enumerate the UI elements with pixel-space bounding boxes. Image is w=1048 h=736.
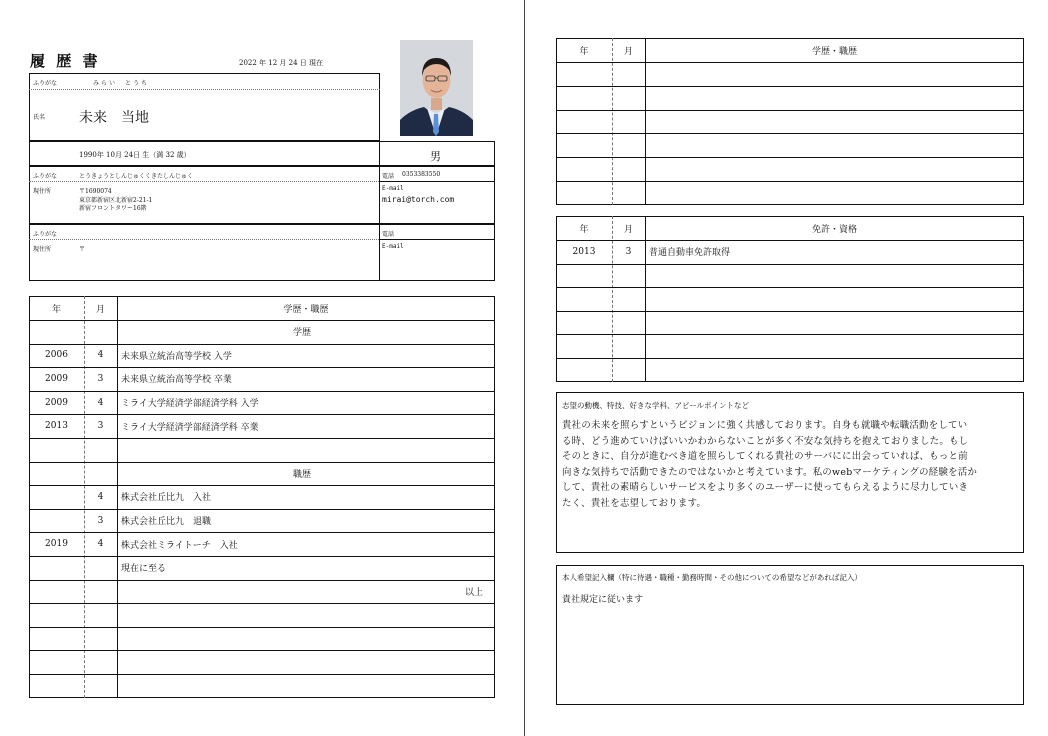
- history-col-year: 年: [51, 304, 61, 315]
- motivation-line: そのときに、自分が進むべき道を照らしてくれる貴社のサーバにに出会っていれば、もっと前: [562, 451, 968, 463]
- row-month: [612, 86, 645, 110]
- birth-date: 1990年 10月 24日 生（満 32 歳）: [79, 151, 191, 159]
- phone2-divider: [379, 239, 495, 240]
- row-text: 未来県立統治高等学校 卒業: [121, 375, 232, 386]
- row-month: 3: [625, 246, 632, 257]
- motivation-line: る時、どう進めていけばいいかわからないことが多く不安な気持ちを抱えておりました。もし: [562, 435, 969, 447]
- row-month: [612, 110, 645, 134]
- history-month-divider: [117, 296, 118, 698]
- row-year: [556, 181, 612, 205]
- licenses-col-year: 年: [579, 224, 589, 235]
- row-year: [556, 157, 612, 181]
- date-line: 2022 年 12 月 24 日 現在: [239, 59, 323, 67]
- licenses-col-content: 免許・資格: [811, 224, 857, 235]
- row-text: ミライ大学経済学部経済学科 入学: [121, 399, 259, 410]
- row-text: [121, 438, 483, 462]
- row-year: 2006: [45, 350, 68, 361]
- row-month: 4: [97, 491, 104, 502]
- history-continued-col-month: 月: [623, 46, 633, 57]
- row-text: [121, 603, 483, 627]
- row-text: 株式会社ミライトーチ 入社: [121, 540, 238, 551]
- address2-furigana-divider: [29, 239, 379, 240]
- row-year: [556, 264, 612, 288]
- address1-furigana-label: ふりがな: [33, 173, 58, 180]
- history-continued-col-content: 学歴・職歴: [811, 46, 857, 57]
- history-continued-col-year: 年: [579, 46, 589, 57]
- row-year: [29, 603, 84, 627]
- row-year: 2013: [45, 421, 68, 432]
- row-month: 4: [97, 397, 104, 408]
- address1-furigana-divider: [29, 181, 379, 182]
- row-month: [84, 438, 117, 462]
- page-divider: [524, 0, 525, 736]
- row-month: [84, 627, 117, 651]
- address1-line2: 新宿フロントタワー16階: [79, 205, 147, 212]
- row-text: [649, 86, 1012, 110]
- row-text: [649, 311, 1012, 335]
- address2-label: 現住所: [33, 246, 52, 253]
- row-year: [556, 62, 612, 86]
- row-text: 株式会社丘比九 退職: [121, 517, 212, 528]
- row-month: [612, 62, 645, 86]
- phone-divider: [379, 181, 495, 182]
- furigana-label: ふりがな: [33, 80, 58, 87]
- row-year: [29, 556, 84, 580]
- row-text: [649, 157, 1012, 181]
- row-month: [612, 334, 645, 358]
- row-month: [612, 311, 645, 335]
- row-text: [121, 650, 483, 674]
- row-month: [612, 181, 645, 205]
- row-year: [29, 650, 84, 674]
- motivation-line: たく、貴社を志望しております。: [562, 497, 707, 509]
- row-year: [556, 133, 612, 157]
- birth-gender-divider: [379, 141, 380, 166]
- row-text: 未来県立統治高等学校 入学: [121, 351, 232, 362]
- row-month: [84, 650, 117, 674]
- row-month: 4: [97, 539, 104, 550]
- wishes-box: [556, 565, 1024, 705]
- address2-box: [29, 224, 495, 281]
- row-month: [84, 603, 117, 627]
- email-label: E-mail: [382, 185, 404, 192]
- row-month: 3: [97, 515, 104, 526]
- row-text: ミライ大学経済学部経済学科 卒業: [121, 422, 259, 433]
- row-year: [29, 674, 84, 698]
- row-year: [29, 485, 84, 509]
- history-continued-month-divider: [645, 38, 646, 205]
- row-text: [649, 110, 1012, 134]
- address2-furigana-label: ふりがな: [33, 231, 58, 238]
- name-furigana-divider: [29, 89, 380, 90]
- row-text: [649, 264, 1012, 288]
- row-text: [121, 627, 483, 651]
- history-col-month: 月: [95, 304, 105, 315]
- phone-label: 電話: [382, 173, 395, 180]
- row-year: [29, 438, 84, 462]
- row-text: [649, 181, 1012, 205]
- row-text: [121, 674, 483, 698]
- row-text: [649, 358, 1012, 382]
- address1-label: 現住所: [33, 188, 52, 195]
- address1-contact-divider: [379, 166, 380, 224]
- row-year: 2009: [45, 373, 68, 384]
- motivation-line: 向きな気持ちで活動できたのではないかと考えています。私のwebマーケティングの経験を活か: [562, 466, 978, 478]
- row-text: 学歴: [292, 328, 311, 339]
- row-year: [556, 334, 612, 358]
- row-year: [29, 320, 84, 344]
- address2-contact-divider: [379, 224, 380, 281]
- row-year: [29, 627, 84, 651]
- address2-postal: 〒: [79, 246, 86, 253]
- address1-furigana: とうきょうとしんじゅくくきたしんじゅく: [79, 173, 194, 180]
- row-year: [556, 311, 612, 335]
- row-text: 職歴: [292, 469, 311, 480]
- row-text: 株式会社丘比九 入社: [121, 493, 212, 504]
- profile-photo: [400, 40, 473, 136]
- row-month: [612, 358, 645, 382]
- row-year: [29, 580, 84, 604]
- row-month: 3: [97, 373, 104, 384]
- wishes-text: 貴社規定に従います: [562, 595, 644, 605]
- phone2-label: 電話: [382, 231, 395, 238]
- row-year: [556, 86, 612, 110]
- email2-label: E-mail: [382, 243, 404, 250]
- motivation-line: 貴社の未来を照らすというビジョンに強く共感しております。自身も就職や転職活動をしてい: [562, 420, 968, 431]
- row-year: [556, 358, 612, 382]
- row-text: 普通自動車免許取得: [649, 248, 731, 259]
- motivation-line: して、貴社の素晴らしいサービスをより多くのユーザーに使ってもらえるように尽力していき: [562, 482, 969, 494]
- motivation-text: [562, 418, 977, 512]
- row-text: [649, 62, 1012, 86]
- row-month: [84, 674, 117, 698]
- row-year: 2019: [45, 539, 68, 550]
- row-year: [556, 287, 612, 311]
- address1-postal: 〒1690074: [79, 188, 112, 195]
- portrait-image: [400, 40, 473, 136]
- row-month: 4: [97, 350, 104, 361]
- name-label: 氏名: [33, 114, 46, 121]
- row-month: [84, 580, 117, 604]
- row-month: [612, 287, 645, 311]
- row-month: [84, 556, 117, 580]
- row-month: 3: [97, 421, 104, 432]
- applicant-name: 未来 当地: [79, 110, 149, 126]
- phone-number: 0353383550: [402, 171, 441, 178]
- row-month: [612, 157, 645, 181]
- row-year: 2013: [572, 246, 596, 257]
- row-year: [29, 462, 84, 486]
- row-text: 現在に至る: [121, 564, 167, 575]
- furigana-name: みらい とうち: [93, 80, 150, 87]
- address1-line1: 東京都新宿区北新宿2-21-1: [79, 197, 153, 204]
- row-text: 以上: [464, 587, 483, 598]
- row-text: [649, 287, 1012, 311]
- row-year: [29, 509, 84, 533]
- row-text: [649, 133, 1012, 157]
- row-month: [84, 320, 117, 344]
- motivation-heading: 志望の動機、特技、好きな学科、アピールポイントなど: [562, 401, 750, 410]
- row-year: 2009: [45, 397, 68, 408]
- email-address: mirai@torch.com: [382, 195, 455, 204]
- row-month: [612, 133, 645, 157]
- resume-title: 履 歴 書: [30, 52, 101, 70]
- row-text: [649, 334, 1012, 358]
- row-month: [84, 462, 117, 486]
- gender: 男: [430, 150, 441, 163]
- history-col-content: 学歴・職歴: [283, 304, 329, 315]
- licenses-col-month: 月: [623, 224, 633, 235]
- wishes-heading: 本人希望記入欄（特に待遇・職種・勤務時間・その他についての希望などがあれば記入）: [562, 573, 862, 582]
- row-year: [556, 110, 612, 134]
- row-month: [612, 264, 645, 288]
